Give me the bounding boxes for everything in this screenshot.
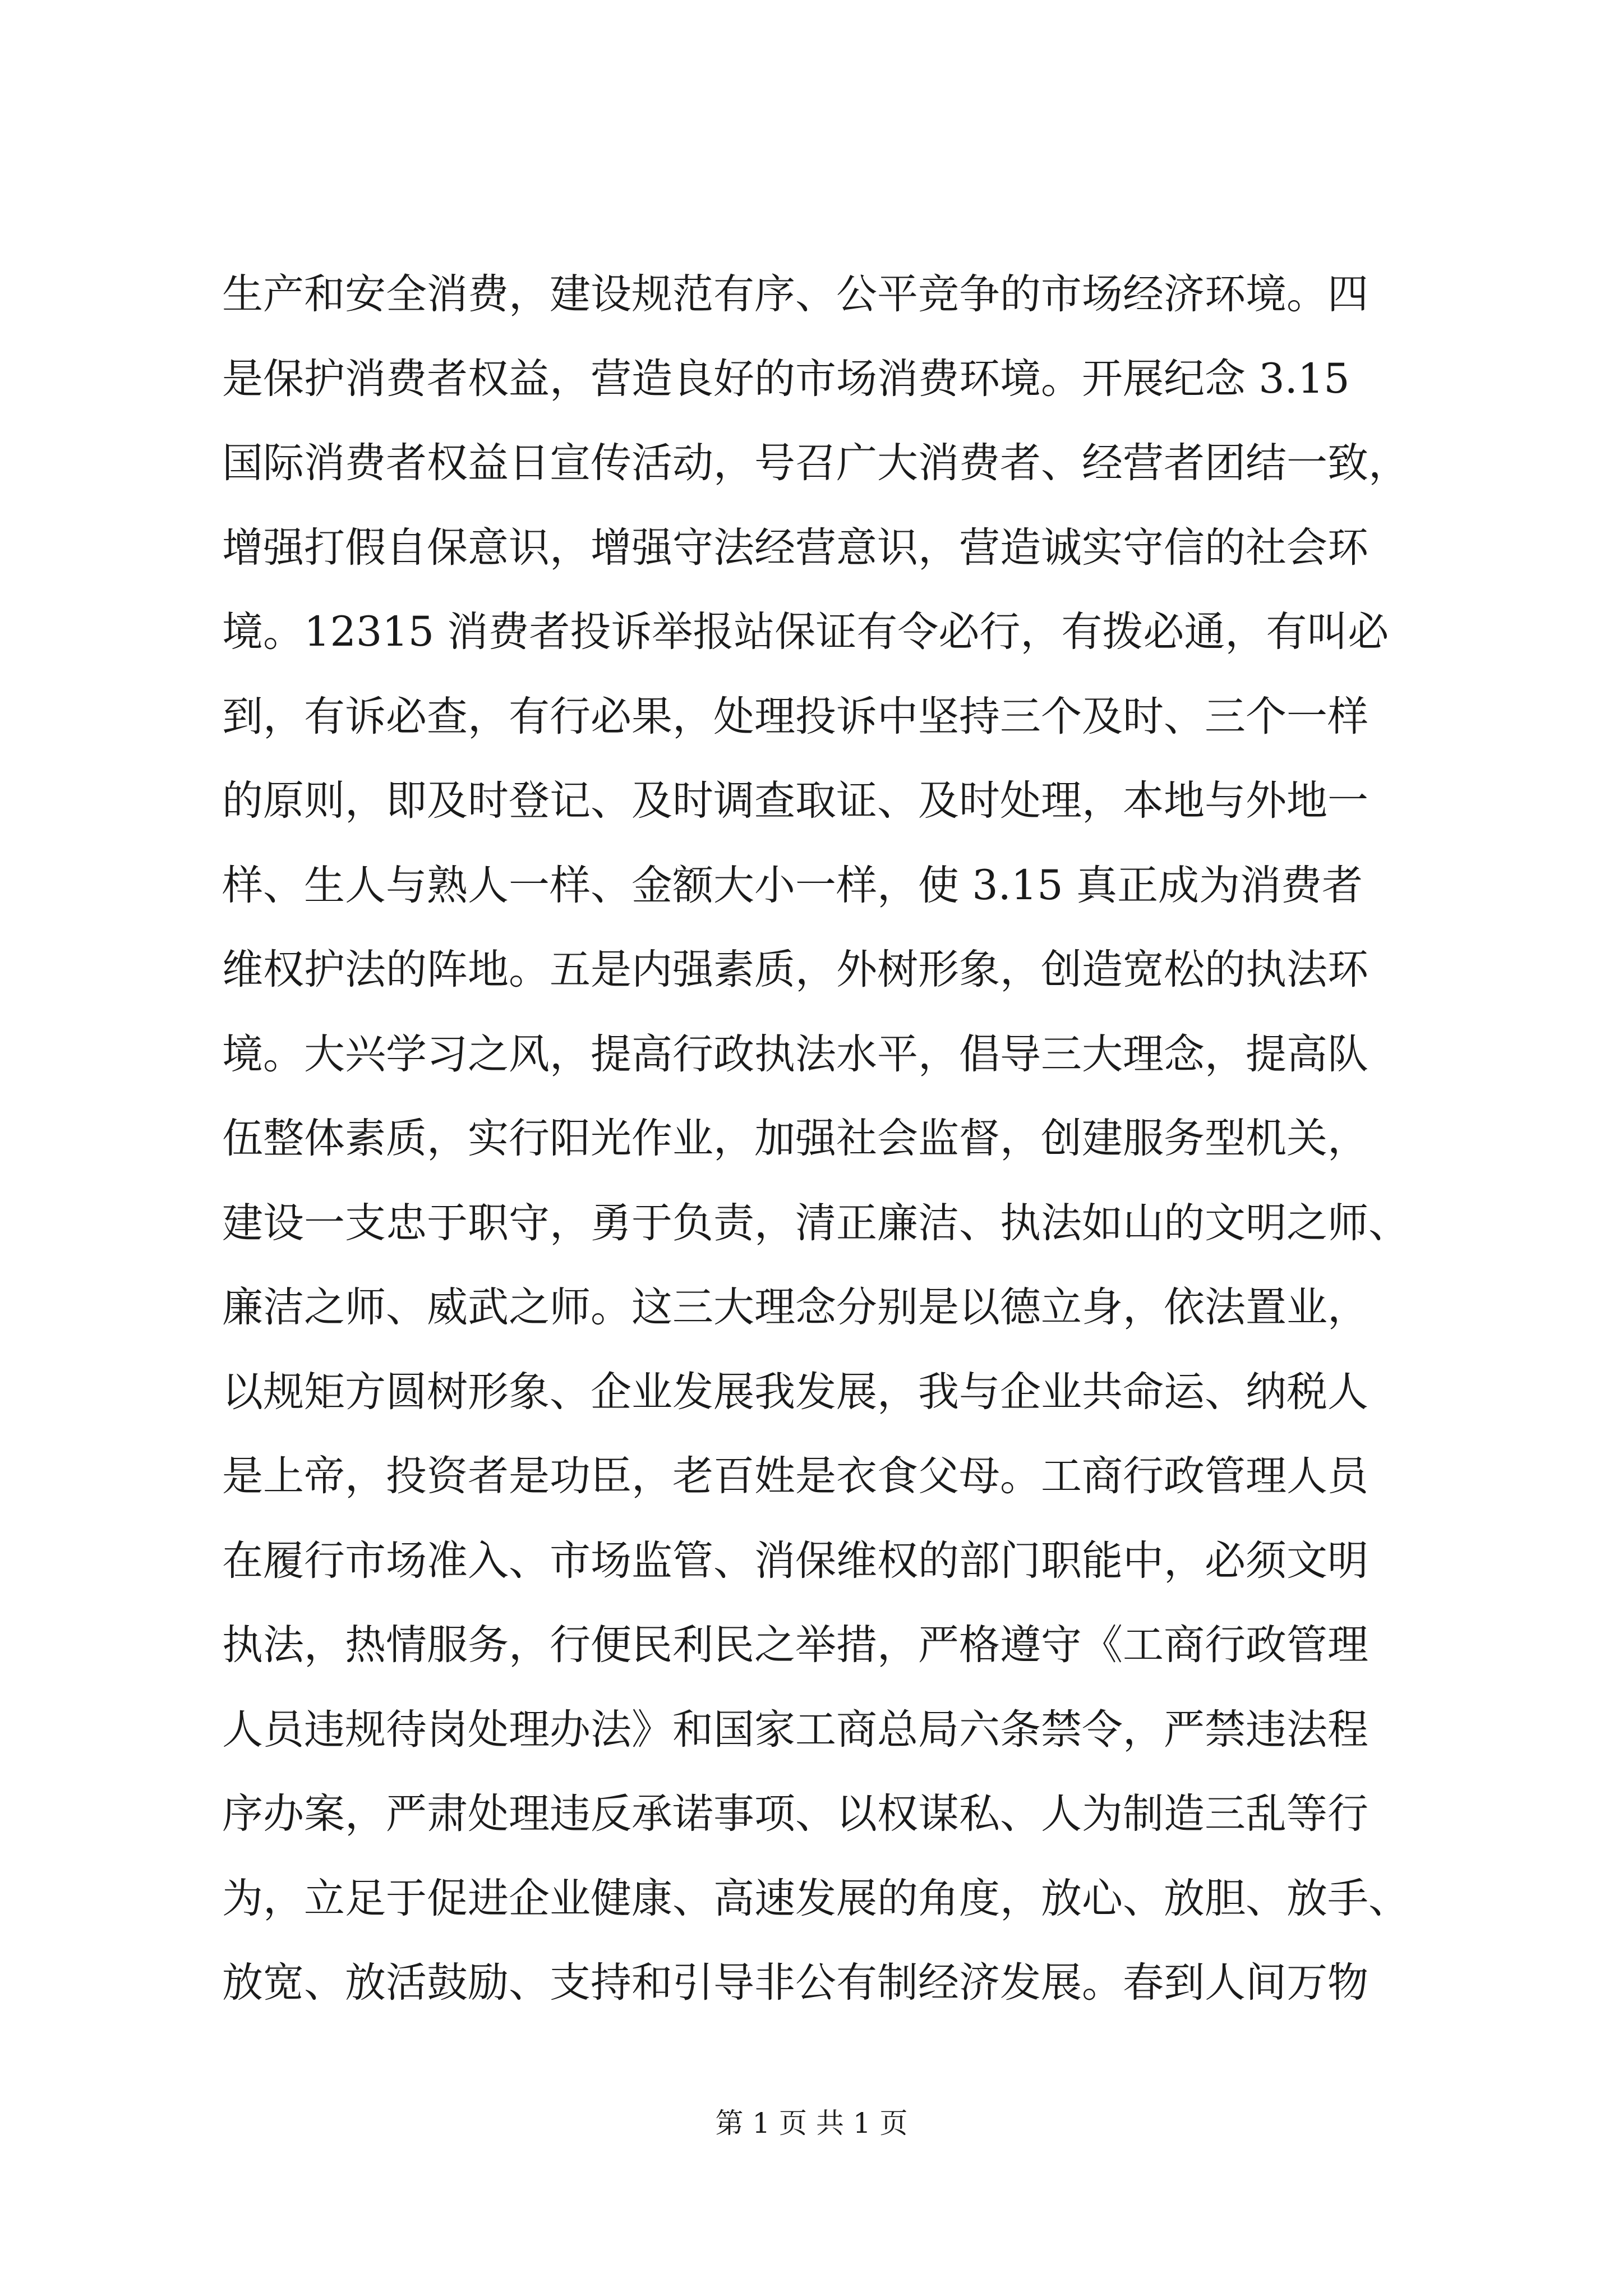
text-line: 增强打假自保意识，增强守法经营意识，营造诚实守信的社会环: [222, 523, 1368, 572]
text-line: 境。大兴学习之风，提高行政执法水平，倡导三大理念，提高队: [222, 1030, 1368, 1078]
page-number-label: 第 1 页 共 1 页: [715, 2107, 908, 2139]
text-line: 伍整体素质，实行阳光作业，加强社会监督，创建服务型机关，: [222, 1115, 1368, 1162]
text-line: 在履行市场准入、市场监管、消保维权的部门职能中，必须文明: [222, 1536, 1368, 1585]
text-line: 的原则，即及时登记、及时调查取证、及时处理，本地与外地一: [222, 777, 1368, 825]
body-paragraph: [222, 252, 1411, 2026]
text-line: 放宽、放活鼓励、支持和引导非公有制经济发展。春到人间万物: [222, 1959, 1368, 2007]
text-line: 国际消费者权益日宣传活动，号召广大消费者、经营者团结一致，: [222, 439, 1409, 487]
text-line: 序办案，严肃处理违反承诺事项、以权谋私、人为制造三乱等行: [222, 1790, 1368, 1838]
text-line: 生产和安全消费，建设规范有序、公平竞争的市场经济环境。四: [222, 270, 1368, 318]
text-line: 建设一支忠于职守，勇于负责，清正廉洁、执法如山的文明之师、: [222, 1199, 1409, 1247]
text-line: 为，立足于促进企业健康、高速发展的角度，放心、放胆、放手、: [222, 1874, 1409, 1922]
text-line: 境。12315 消费者投诉举报站保证有令必行，有拨必通，有叫必: [222, 608, 1389, 656]
text-line: 执法，热情服务，行便民利民之举措，严格遵守《工商行政管理: [222, 1621, 1368, 1669]
text-line: 廉洁之师、威武之师。这三大理念分别是以德立身，依法置业，: [222, 1283, 1368, 1331]
text-line: 是上帝，投资者是功臣，老百姓是衣食父母。工商行政管理人员: [222, 1452, 1368, 1500]
text-line: 样、生人与熟人一样、金额大小一样，使 3.15 真正成为消费者: [222, 861, 1363, 909]
text-line: 维权护法的阵地。五是内强素质，外树形象，创造宽松的执法环: [222, 946, 1368, 993]
text-line: 到，有诉必查，有行必果，处理投诉中坚持三个及时、三个一样: [222, 692, 1368, 740]
text-line: 是保护消费者权益，营造良好的市场消费环境。开展纪念 3.15: [222, 355, 1350, 403]
text-line: 以规矩方圆树形象、企业发展我发展，我与企业共命运、纳税人: [222, 1368, 1368, 1416]
text-line: 人员违规待岗处理办法》和国家工商总局六条禁令，严禁违法程: [222, 1705, 1368, 1754]
page-footer: [0, 2104, 1623, 2143]
